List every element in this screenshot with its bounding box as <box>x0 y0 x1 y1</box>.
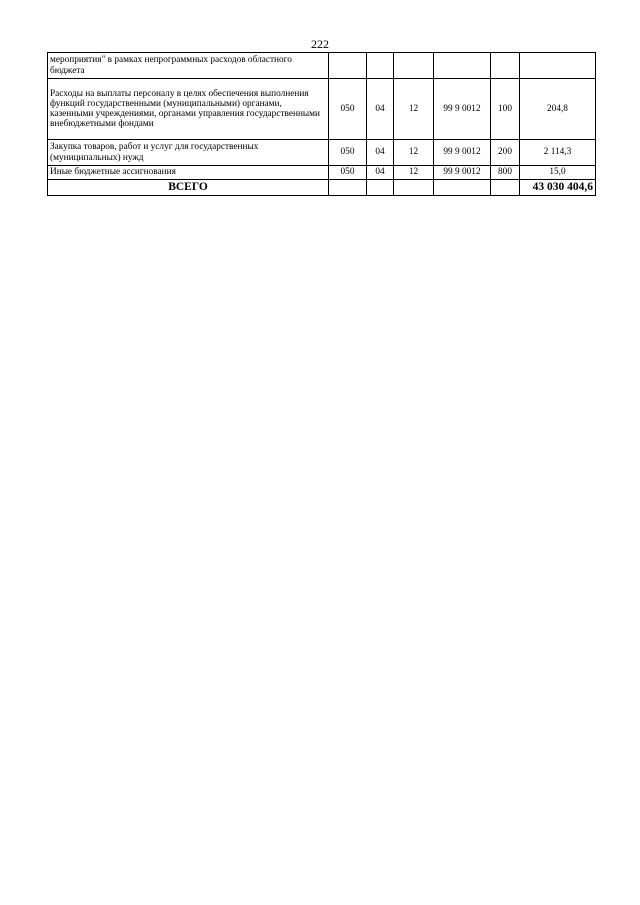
row-vr: 100 <box>491 79 520 140</box>
empty-cell <box>434 180 491 196</box>
row-rz <box>367 53 394 79</box>
row-amount <box>520 53 596 79</box>
row-csr: 99 9 0012 <box>434 79 491 140</box>
empty-cell <box>394 180 434 196</box>
row-csr <box>434 53 491 79</box>
total-row <box>48 180 596 196</box>
row-rz: 04 <box>367 79 394 140</box>
row-name: Иные бюджетные ассигнования <box>48 166 329 180</box>
row-csr: 99 9 0012 <box>434 140 491 166</box>
row-ved <box>329 53 367 79</box>
row-csr: 99 9 0012 <box>434 166 491 180</box>
row-vr: 200 <box>491 140 520 166</box>
total-label: ВСЕГО <box>48 180 329 196</box>
row-name: мероприятия" в рамках непрограммных расходов областного бюджета <box>48 53 329 79</box>
row-vr: 800 <box>491 166 520 180</box>
empty-cell <box>367 180 394 196</box>
row-amount: 15,0 <box>520 166 596 180</box>
empty-cell <box>491 180 520 196</box>
row-ved: 050 <box>329 79 367 140</box>
total-amount: 43 030 404,6 <box>520 180 596 196</box>
budget-table <box>47 52 596 196</box>
row-name: Расходы на выплаты персоналу в целях обеспечения выполнения функций государственными (муниципальными) органами, казенными учреждениями, органами управления государственными внебюджетными фондами <box>48 79 329 140</box>
row-pr <box>394 53 434 79</box>
empty-cell <box>329 180 367 196</box>
table-row <box>48 140 596 166</box>
page-number: 222 <box>311 37 329 51</box>
table-row <box>48 166 596 180</box>
table-row <box>48 53 596 79</box>
row-ved: 050 <box>329 140 367 166</box>
row-pr: 12 <box>394 79 434 140</box>
row-rz: 04 <box>367 140 394 166</box>
row-vr <box>491 53 520 79</box>
row-pr: 12 <box>394 140 434 166</box>
table-row <box>48 79 596 140</box>
row-name: Закупка товаров, работ и услуг для государственных (муниципальных) нужд <box>48 140 329 166</box>
row-pr: 12 <box>394 166 434 180</box>
row-rz: 04 <box>367 166 394 180</box>
row-amount: 2 114,3 <box>520 140 596 166</box>
row-ved: 050 <box>329 166 367 180</box>
row-amount: 204,8 <box>520 79 596 140</box>
